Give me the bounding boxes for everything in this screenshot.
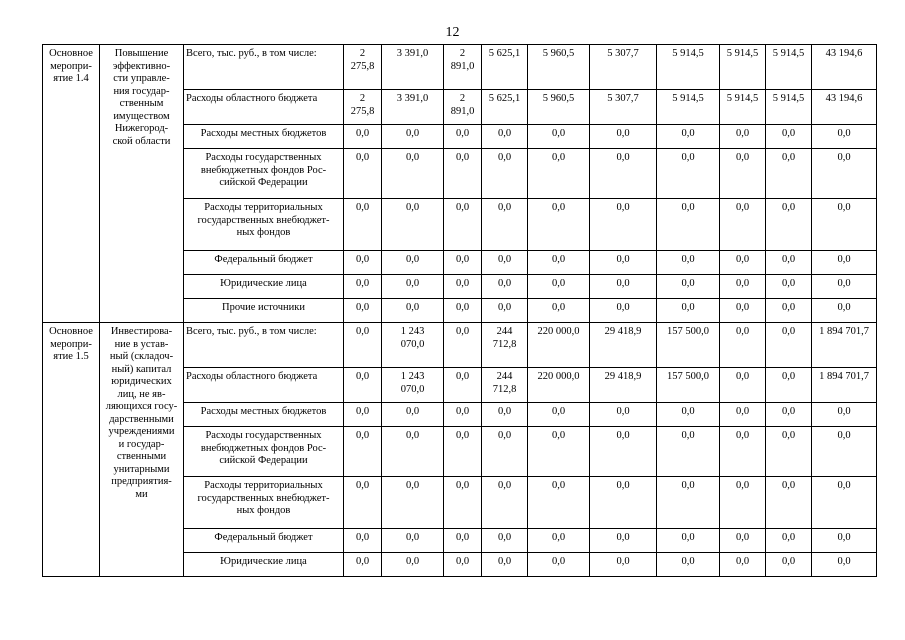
value-cell: 0,0 bbox=[382, 427, 444, 477]
value-cell: 0,0 bbox=[444, 199, 482, 251]
value-cell: 0,0 bbox=[382, 477, 444, 529]
value-cell: 0,0 bbox=[344, 299, 382, 323]
value-cell: 0,0 bbox=[482, 529, 528, 553]
value-cell: 5 960,5 bbox=[528, 45, 590, 90]
value-cell: 0,0 bbox=[720, 403, 766, 427]
value-cell: 0,0 bbox=[766, 529, 812, 553]
value-cell: 3 391,0 bbox=[382, 90, 444, 125]
value-cell: 0,0 bbox=[482, 251, 528, 275]
value-cell: 5 914,5 bbox=[720, 90, 766, 125]
funding-source-cell: Федеральный бюджет bbox=[184, 529, 344, 553]
value-cell: 0,0 bbox=[720, 553, 766, 577]
value-cell: 0,0 bbox=[657, 149, 720, 199]
value-cell: 0,0 bbox=[720, 427, 766, 477]
value-cell: 0,0 bbox=[812, 251, 877, 275]
value-cell: 0,0 bbox=[766, 477, 812, 529]
value-cell: 0,0 bbox=[344, 427, 382, 477]
value-cell: 2 891,0 bbox=[444, 90, 482, 125]
value-cell: 0,0 bbox=[720, 477, 766, 529]
value-cell: 0,0 bbox=[444, 323, 482, 368]
value-cell: 0,0 bbox=[382, 299, 444, 323]
value-cell: 244 712,8 bbox=[482, 323, 528, 368]
value-cell: 0,0 bbox=[482, 199, 528, 251]
value-cell: 0,0 bbox=[812, 427, 877, 477]
value-cell: 157 500,0 bbox=[657, 368, 720, 403]
funding-source-cell: Расходы территориальных государственных внебюджет- ных фондов bbox=[184, 477, 344, 529]
value-cell: 0,0 bbox=[812, 275, 877, 299]
value-cell: 0,0 bbox=[444, 299, 482, 323]
value-cell: 0,0 bbox=[344, 477, 382, 529]
value-cell: 0,0 bbox=[720, 323, 766, 368]
value-cell: 0,0 bbox=[344, 529, 382, 553]
value-cell: 0,0 bbox=[344, 368, 382, 403]
value-cell: 0,0 bbox=[382, 553, 444, 577]
value-cell: 0,0 bbox=[812, 299, 877, 323]
value-cell: 0,0 bbox=[657, 553, 720, 577]
value-cell: 0,0 bbox=[382, 275, 444, 299]
value-cell: 0,0 bbox=[344, 323, 382, 368]
value-cell: 29 418,9 bbox=[590, 368, 657, 403]
value-cell: 0,0 bbox=[528, 529, 590, 553]
value-cell: 1 243 070,0 bbox=[382, 368, 444, 403]
value-cell: 0,0 bbox=[444, 553, 482, 577]
value-cell: 0,0 bbox=[444, 149, 482, 199]
value-cell: 3 391,0 bbox=[382, 45, 444, 90]
value-cell: 0,0 bbox=[657, 275, 720, 299]
value-cell: 0,0 bbox=[766, 427, 812, 477]
value-cell: 0,0 bbox=[812, 199, 877, 251]
value-cell: 0,0 bbox=[528, 403, 590, 427]
value-cell: 0,0 bbox=[812, 149, 877, 199]
value-cell: 1 894 701,7 bbox=[812, 323, 877, 368]
funding-source-cell: Расходы местных бюджетов bbox=[184, 403, 344, 427]
value-cell: 244 712,8 bbox=[482, 368, 528, 403]
value-cell: 0,0 bbox=[444, 529, 482, 553]
value-cell: 0,0 bbox=[766, 368, 812, 403]
value-cell: 2 275,8 bbox=[344, 45, 382, 90]
funding-source-cell: Юридические лица bbox=[184, 275, 344, 299]
value-cell: 0,0 bbox=[657, 477, 720, 529]
value-cell: 0,0 bbox=[344, 403, 382, 427]
value-cell: 43 194,6 bbox=[812, 45, 877, 90]
value-cell: 1 243 070,0 bbox=[382, 323, 444, 368]
value-cell: 5 307,7 bbox=[590, 90, 657, 125]
value-cell: 0,0 bbox=[590, 149, 657, 199]
value-cell: 0,0 bbox=[482, 477, 528, 529]
value-cell: 0,0 bbox=[657, 251, 720, 275]
page-number: 12 bbox=[445, 25, 460, 40]
value-cell: 0,0 bbox=[590, 199, 657, 251]
value-cell: 0,0 bbox=[382, 529, 444, 553]
measure-name-cell: Инвестирова- ние в устав- ный (складоч- ный) капитал юридических лиц, не яв- ляющихся госу- дарственными учреждениями и государ- ственными унитарными предприятия- ми bbox=[100, 323, 184, 577]
value-cell: 0,0 bbox=[344, 275, 382, 299]
value-cell: 0,0 bbox=[590, 403, 657, 427]
value-cell: 2 891,0 bbox=[444, 45, 482, 90]
value-cell: 0,0 bbox=[720, 199, 766, 251]
value-cell: 0,0 bbox=[720, 299, 766, 323]
value-cell: 0,0 bbox=[657, 529, 720, 553]
value-cell: 0,0 bbox=[344, 199, 382, 251]
value-cell: 0,0 bbox=[528, 125, 590, 149]
value-cell: 157 500,0 bbox=[657, 323, 720, 368]
value-cell: 0,0 bbox=[590, 299, 657, 323]
value-cell: 0,0 bbox=[528, 251, 590, 275]
value-cell: 0,0 bbox=[482, 149, 528, 199]
value-cell: 0,0 bbox=[812, 477, 877, 529]
value-cell: 5 914,5 bbox=[766, 45, 812, 90]
value-cell: 0,0 bbox=[766, 199, 812, 251]
value-cell: 0,0 bbox=[812, 403, 877, 427]
value-cell: 0,0 bbox=[766, 553, 812, 577]
value-cell: 0,0 bbox=[766, 403, 812, 427]
measure-name-cell: Повышение эффективно- сти управле- ния государ- ственным имуществом Нижегород- ской области bbox=[100, 45, 184, 323]
funding-source-cell: Расходы территориальных государственных внебюджет- ных фондов bbox=[184, 199, 344, 251]
value-cell: 5 914,5 bbox=[766, 90, 812, 125]
value-cell: 0,0 bbox=[528, 299, 590, 323]
value-cell: 220 000,0 bbox=[528, 323, 590, 368]
value-cell: 0,0 bbox=[482, 403, 528, 427]
value-cell: 0,0 bbox=[482, 125, 528, 149]
value-cell: 0,0 bbox=[482, 275, 528, 299]
value-cell: 0,0 bbox=[344, 251, 382, 275]
funding-source-cell: Всего, тыс. руб., в том числе: bbox=[184, 323, 344, 368]
value-cell: 0,0 bbox=[720, 529, 766, 553]
value-cell: 0,0 bbox=[590, 553, 657, 577]
value-cell: 0,0 bbox=[720, 125, 766, 149]
measure-cell: Основное меропри- ятие 1.4 bbox=[43, 45, 100, 323]
value-cell: 0,0 bbox=[528, 275, 590, 299]
value-cell: 0,0 bbox=[444, 403, 482, 427]
table-row bbox=[43, 45, 877, 90]
value-cell: 0,0 bbox=[657, 299, 720, 323]
funding-source-cell: Расходы областного бюджета bbox=[184, 368, 344, 403]
value-cell: 0,0 bbox=[444, 251, 482, 275]
value-cell: 0,0 bbox=[482, 299, 528, 323]
value-cell: 0,0 bbox=[444, 275, 482, 299]
value-cell: 0,0 bbox=[382, 199, 444, 251]
funding-source-cell: Всего, тыс. руб., в том числе: bbox=[184, 45, 344, 90]
value-cell: 0,0 bbox=[720, 251, 766, 275]
value-cell: 0,0 bbox=[444, 477, 482, 529]
value-cell: 0,0 bbox=[590, 125, 657, 149]
funding-source-cell: Юридические лица bbox=[184, 553, 344, 577]
value-cell: 0,0 bbox=[657, 199, 720, 251]
value-cell: 5 625,1 bbox=[482, 45, 528, 90]
funding-source-cell: Прочие источники bbox=[184, 299, 344, 323]
value-cell: 0,0 bbox=[720, 275, 766, 299]
value-cell: 0,0 bbox=[766, 323, 812, 368]
value-cell: 0,0 bbox=[344, 125, 382, 149]
value-cell: 0,0 bbox=[657, 403, 720, 427]
value-cell: 0,0 bbox=[528, 199, 590, 251]
measure-cell: Основное меропри- ятие 1.5 bbox=[43, 323, 100, 577]
value-cell: 0,0 bbox=[812, 529, 877, 553]
value-cell: 0,0 bbox=[528, 553, 590, 577]
value-cell: 0,0 bbox=[590, 427, 657, 477]
value-cell: 0,0 bbox=[657, 427, 720, 477]
funding-source-cell: Федеральный бюджет bbox=[184, 251, 344, 275]
funding-source-cell: Расходы областного бюджета bbox=[184, 90, 344, 125]
value-cell: 2 275,8 bbox=[344, 90, 382, 125]
value-cell: 0,0 bbox=[720, 368, 766, 403]
value-cell: 0,0 bbox=[444, 125, 482, 149]
value-cell: 5 960,5 bbox=[528, 90, 590, 125]
table-row bbox=[43, 323, 877, 368]
value-cell: 0,0 bbox=[590, 251, 657, 275]
value-cell: 43 194,6 bbox=[812, 90, 877, 125]
value-cell: 0,0 bbox=[444, 368, 482, 403]
value-cell: 0,0 bbox=[812, 553, 877, 577]
value-cell: 29 418,9 bbox=[590, 323, 657, 368]
value-cell: 1 894 701,7 bbox=[812, 368, 877, 403]
value-cell: 0,0 bbox=[382, 149, 444, 199]
value-cell: 0,0 bbox=[382, 403, 444, 427]
value-cell: 5 307,7 bbox=[590, 45, 657, 90]
value-cell: 0,0 bbox=[720, 149, 766, 199]
funding-source-cell: Расходы государственных внебюджетных фондов Рос- сийской Федерации bbox=[184, 149, 344, 199]
value-cell: 5 914,5 bbox=[657, 90, 720, 125]
value-cell: 0,0 bbox=[528, 477, 590, 529]
value-cell: 0,0 bbox=[590, 275, 657, 299]
value-cell: 0,0 bbox=[528, 427, 590, 477]
value-cell: 220 000,0 bbox=[528, 368, 590, 403]
value-cell: 0,0 bbox=[528, 149, 590, 199]
value-cell: 0,0 bbox=[766, 275, 812, 299]
value-cell: 0,0 bbox=[766, 299, 812, 323]
budget-table bbox=[42, 44, 877, 577]
funding-source-cell: Расходы государственных внебюджетных фондов Рос- сийской Федерации bbox=[184, 427, 344, 477]
value-cell: 0,0 bbox=[382, 125, 444, 149]
value-cell: 0,0 bbox=[657, 125, 720, 149]
funding-source-cell: Расходы местных бюджетов bbox=[184, 125, 344, 149]
value-cell: 0,0 bbox=[482, 427, 528, 477]
value-cell: 0,0 bbox=[766, 149, 812, 199]
value-cell: 0,0 bbox=[444, 427, 482, 477]
value-cell: 0,0 bbox=[590, 477, 657, 529]
value-cell: 0,0 bbox=[766, 125, 812, 149]
value-cell: 5 625,1 bbox=[482, 90, 528, 125]
value-cell: 5 914,5 bbox=[720, 45, 766, 90]
value-cell: 0,0 bbox=[766, 251, 812, 275]
value-cell: 0,0 bbox=[382, 251, 444, 275]
value-cell: 0,0 bbox=[344, 553, 382, 577]
value-cell: 5 914,5 bbox=[657, 45, 720, 90]
value-cell: 0,0 bbox=[590, 529, 657, 553]
value-cell: 0,0 bbox=[482, 553, 528, 577]
value-cell: 0,0 bbox=[812, 125, 877, 149]
value-cell: 0,0 bbox=[344, 149, 382, 199]
